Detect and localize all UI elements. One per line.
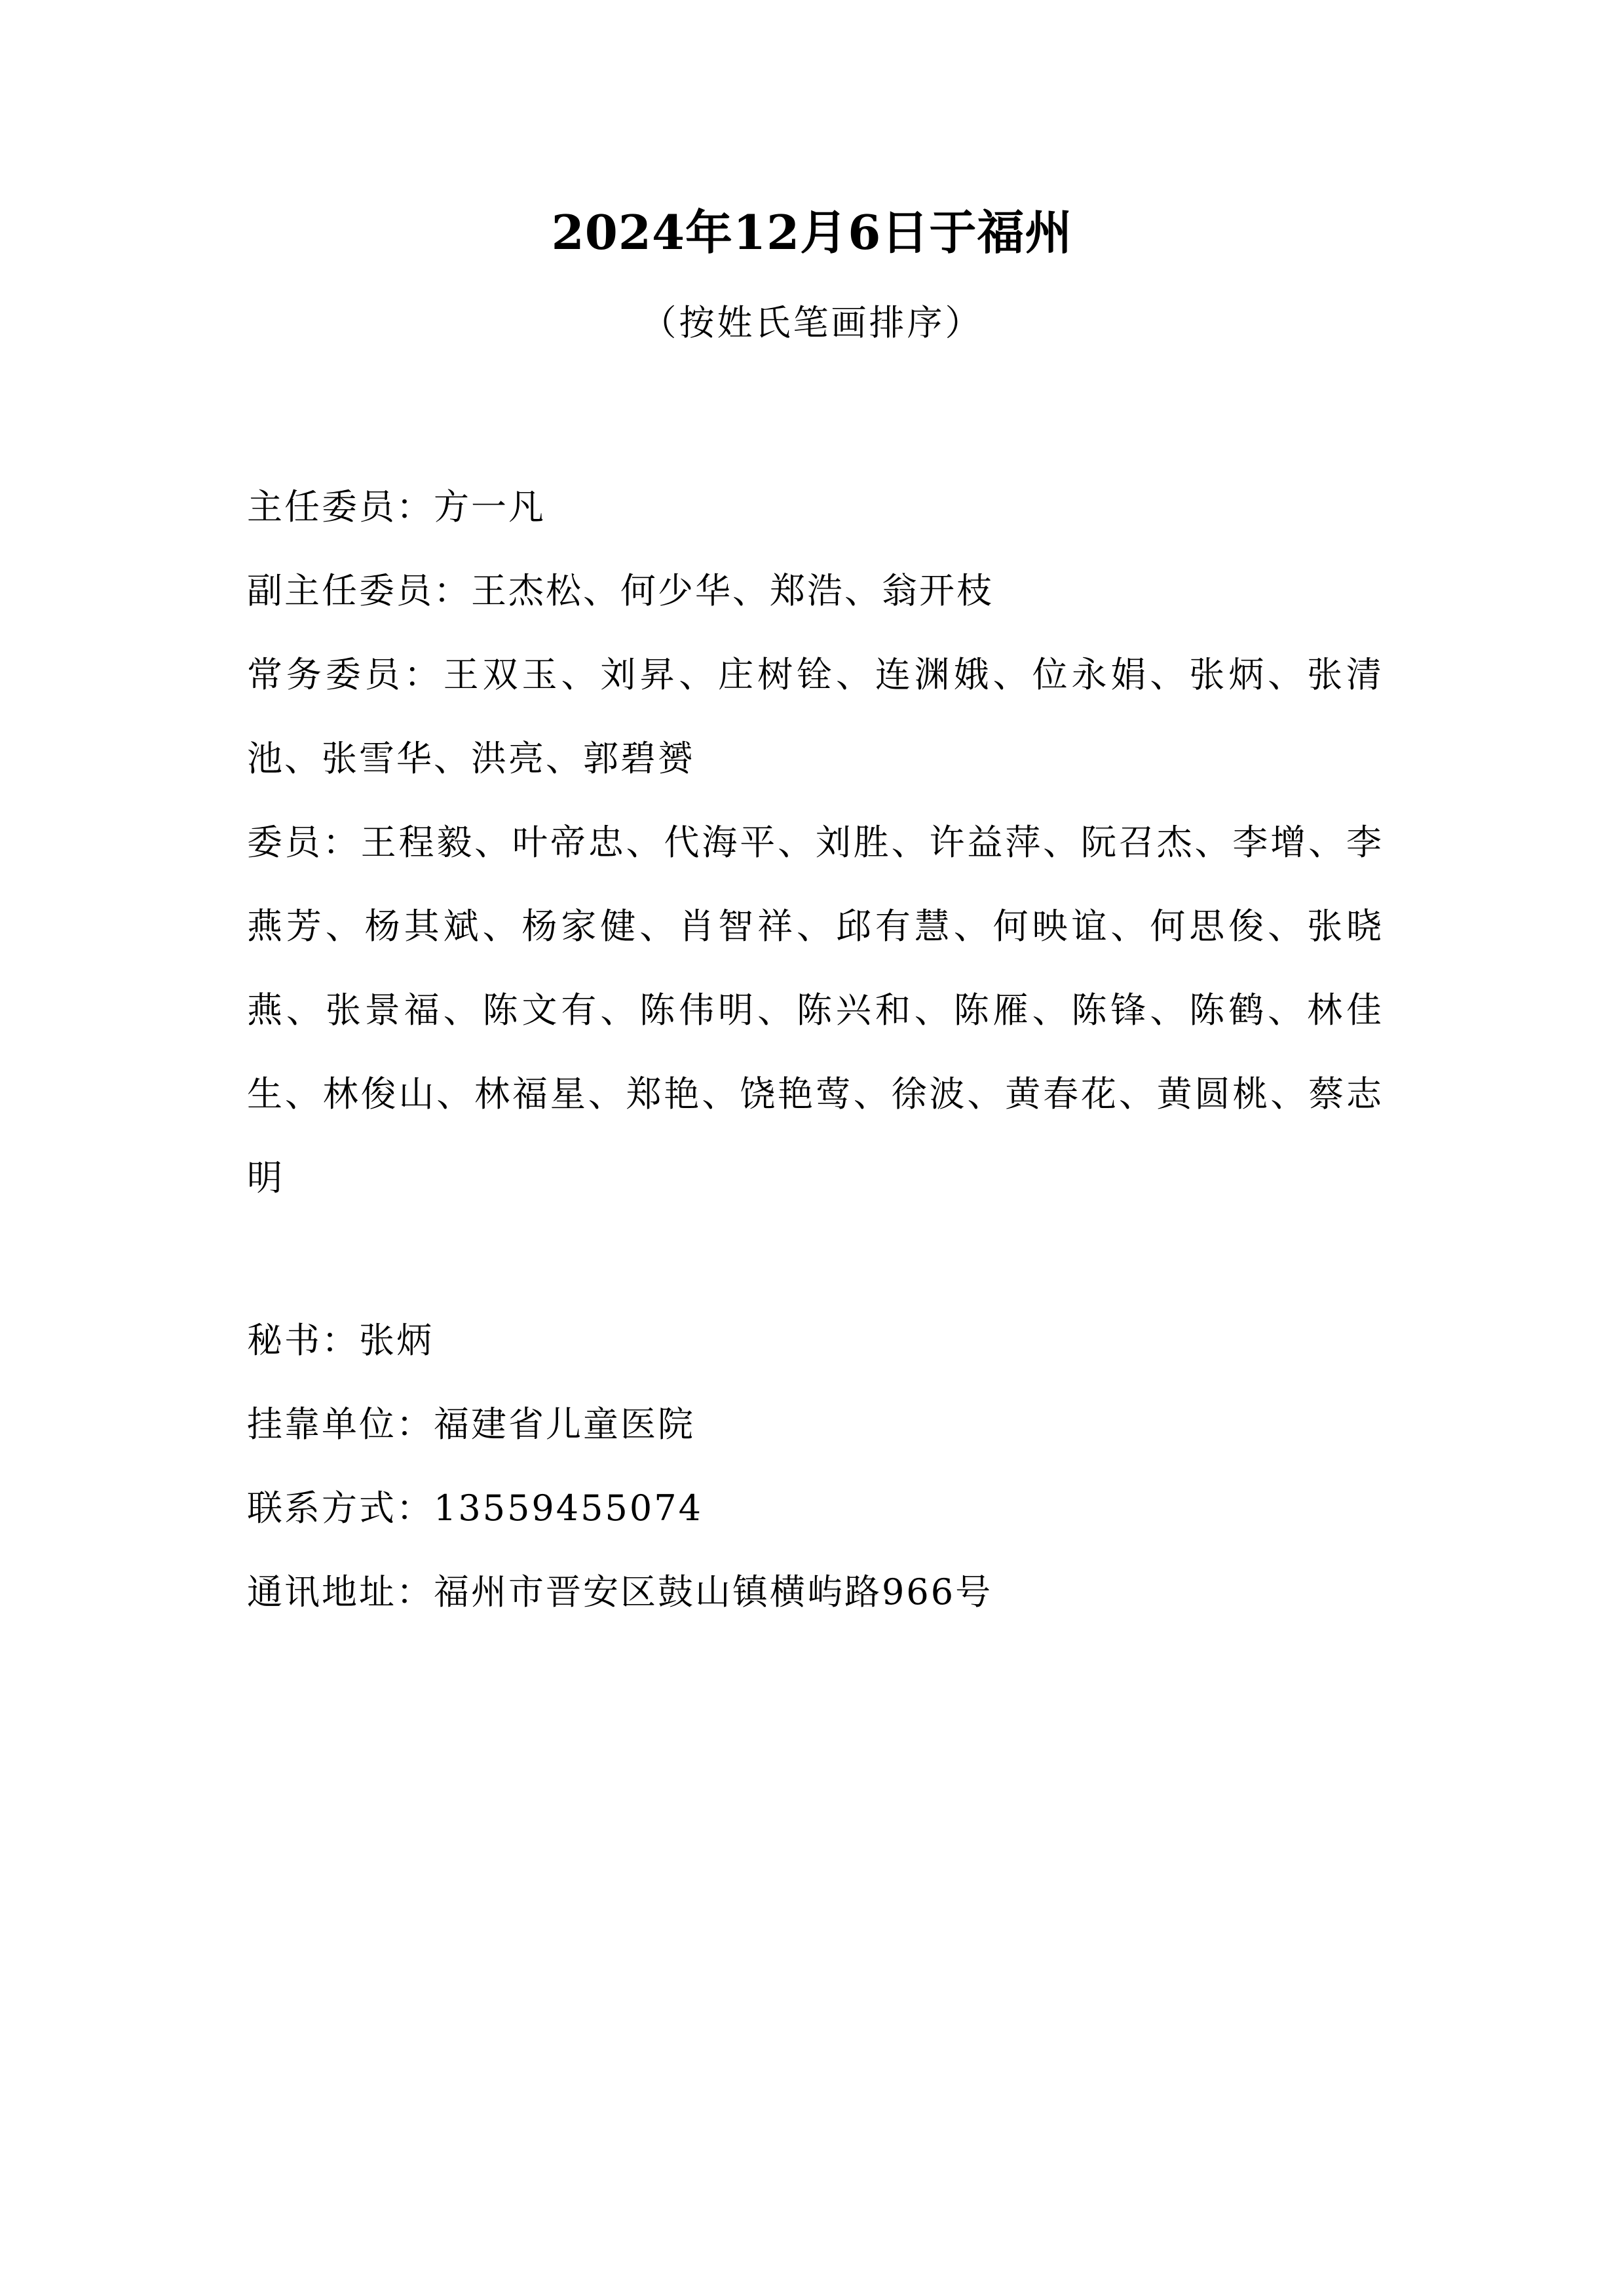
- document-body: [247, 465, 1384, 1634]
- document-title: 2024年12月6日于福州: [551, 204, 1073, 260]
- address-text: 福州市晋安区鼓山镇横屿路966号: [434, 1571, 993, 1613]
- section-gap: [247, 1220, 1384, 1299]
- phone-label: 联系方式：: [247, 1487, 434, 1529]
- secretary-name: 张炳: [359, 1320, 434, 1361]
- standing-members-label: 常务委员：: [247, 654, 444, 695]
- phone-number: 13559455074: [434, 1487, 703, 1529]
- standing-members-line: [247, 633, 1384, 801]
- vice-chair-label: 副主任委员：: [247, 570, 471, 611]
- phone-line: [247, 1466, 1384, 1550]
- affiliation-name: 福建省儿童医院: [434, 1404, 695, 1445]
- vice-chair-line: [247, 549, 1384, 633]
- affiliation-label: 挂靠单位：: [247, 1404, 434, 1445]
- chair-line: [247, 465, 1384, 549]
- members-names: 王程毅、叶帝忠、代海平、刘胜、许益萍、阮召杰、李增、李燕芳、杨其斌、杨家健、肖智祥、邱有慧、何映谊、何思俊、张晓燕、张景福、陈文有、陈伟明、陈兴和、陈雁、陈锋、陈鹤、林佳生、林俊山、林福星、郑艳、饶艳莺、徐波、黄春花、黄圆桃、蔡志明: [247, 822, 1384, 1198]
- affiliation-line: [247, 1383, 1384, 1466]
- document-subtitle: （按姓氏笔画排序）: [641, 302, 983, 343]
- address-label: 通讯地址：: [247, 1571, 434, 1613]
- standing-members-names: 王双玉、刘昇、庄树铨、连渊娥、位永娟、张炳、张清池、张雪华、洪亮、郭碧赟: [247, 654, 1384, 779]
- members-line: [247, 801, 1384, 1220]
- vice-chair-names: 王杰松、何少华、郑浩、翁开枝: [471, 570, 994, 611]
- chair-name: 方一凡: [434, 486, 546, 527]
- address-line: [247, 1550, 1384, 1634]
- chair-label: 主任委员：: [247, 486, 434, 527]
- secretary-label: 秘书：: [247, 1320, 359, 1361]
- members-label: 委员：: [247, 822, 361, 863]
- secretary-line: [247, 1299, 1384, 1383]
